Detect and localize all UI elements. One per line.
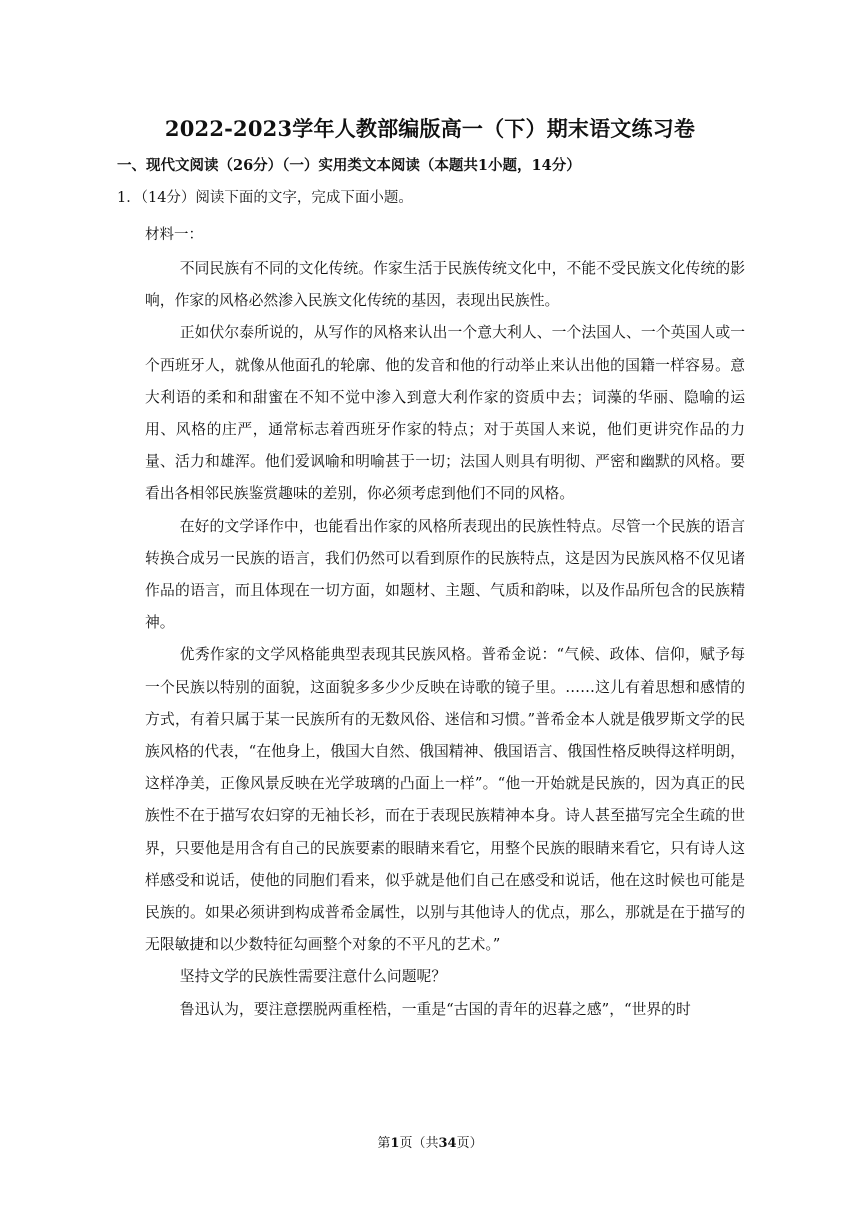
footer-suffix: 页） (456, 1136, 483, 1151)
section-heading: 一、现代文阅读（26分）（一）实用类文本阅读（本题共1小题，14分） (117, 157, 581, 174)
page-title: 2022-2023学年人教部编版高一（下）期末语文练习卷 (164, 116, 696, 141)
question-intro: 1．（14分）阅读下面的文字，完成下面小题。 (117, 190, 413, 206)
footer-middle: 页（共 (399, 1136, 439, 1151)
paragraph: 鲁迅认为，要注意摆脱两重桎梏，一重是“古国的青年的迟暮之感”，“世界的时 (179, 1000, 691, 1018)
material-label: 材料一： (145, 227, 203, 243)
paragraph: 优秀作家的文学风格能典型表现其民族风格。普希金说：“气候、政体、信仰，赋予每一个民族以特别的面貌，这面貌多多少少反映在诗歌的镜子里。……这儿有着思想和感情的方式，有着只属于某一民族所有的无数风俗、迷信和习惯。”普希金本人就是俄罗斯文学的民族风格的代表，“在他身上，俄国大自然、俄国精神、俄国语言、俄国性格反映得这样明朗，这样净美，正像风景反映在光学玻璃的凸面上一样”。“他一开始就是民族的，因为真正的民族性不在于描写农妇穿的无袖长衫，而在于表现民族精神本身。诗人甚至描写完全生疏的世界，只要他是用含有自己的民族要素的眼睛来看它，用整个民族的眼睛来看它，只有诗人这样感受和说话，使他的同胞们看来，似乎就是他们自己在感受和说话，他在这时候也可能是民族的。如果必须讲到构成普希金属性，以别与其他诗人的优点，那么，那就是在于描写的无限敏捷和以少数特征勾画整个对象的不平凡的艺术。” (145, 646, 745, 954)
paragraph: 在好的文学译作中，也能看出作家的风格所表现出的民族性特点。尽管一个民族的语言转换合成另一民族的语言，我们仍然可以看到原作的民族特点，这是因为民族风格不仅见诸作品的语言，而且体现在一切方面，如题材、主题、气质和韵味，以及作品所包含的民族精神。 (145, 517, 745, 632)
footer-page-number: 1 (390, 1136, 400, 1151)
paragraph: 正如伏尔泰所说的，从写作的风格来认出一个意大利人、一个法国人、一个英国人或一个西班牙人，就像从他面孔的轮廓、他的发音和他的行动举止来认出他的国籍一样容易。意大利语的柔和和甜蜜在不知不觉中渗入到意大利作家的资质中去；词藻的华丽、隐喻的运用、风格的庄严，通常标志着西班牙作家的特点；对于英国人来说，他们更讲究作品的力量、活力和雄浑。他们爱讽喻和明喻甚于一切；法国人则具有明彻、严密和幽默的风格。要看出各相邻民族鉴赏趣味的差别，你必须考虑到他们不同的风格。 (145, 324, 745, 503)
footer-prefix: 第 (377, 1136, 391, 1151)
footer-total-pages: 34 (438, 1136, 457, 1151)
page-footer (0, 1134, 860, 1154)
paragraph: 坚持文学的民族性需要注意什么问题呢？ (179, 968, 447, 986)
passage-body (145, 253, 745, 1026)
paragraph: 不同民族有不同的文化传统。作家生活于民族传统文化中，不能不受民族文化传统的影响，作家的风格必然渗入民族文化传统的基因，表现出民族性。 (145, 260, 745, 310)
